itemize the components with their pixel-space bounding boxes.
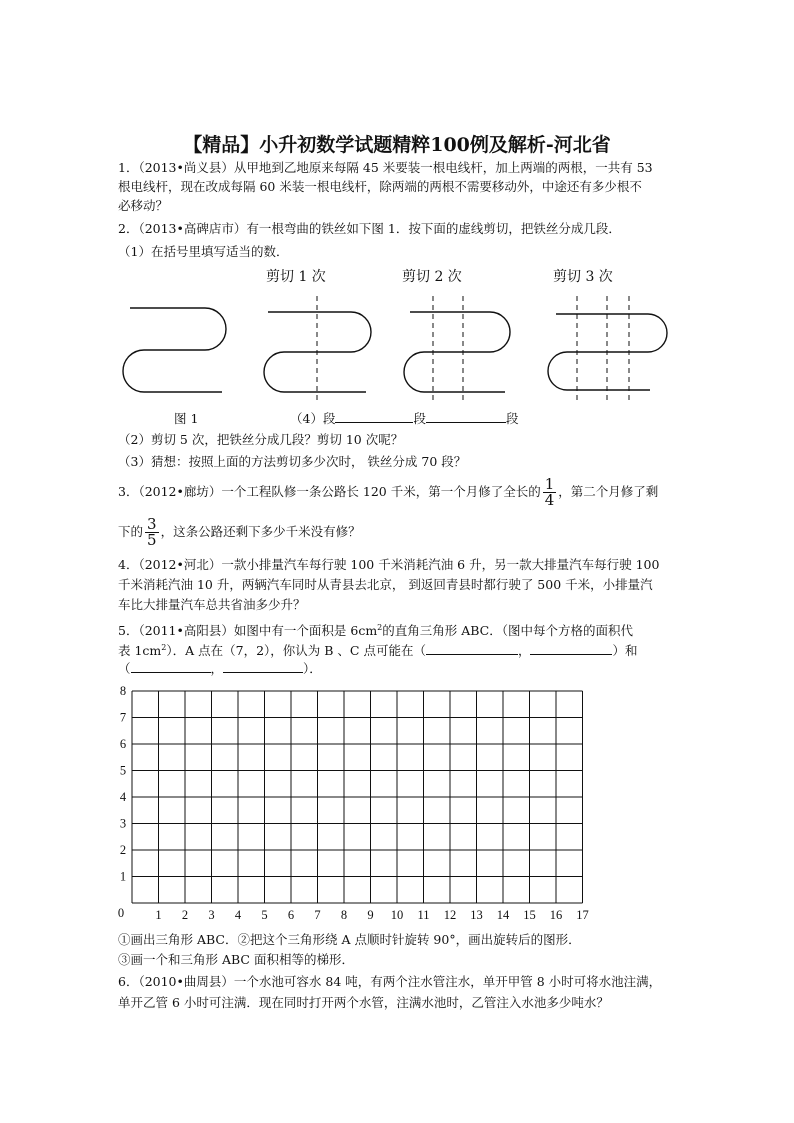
y-tick-label: 2 (119, 843, 127, 857)
superscript: 2 (161, 643, 167, 652)
x-tick-label: 6 (287, 908, 295, 922)
point-c-blank[interactable] (530, 642, 612, 655)
fig1-label: 图 1 (174, 411, 199, 426)
x-tick-label: 15 (523, 908, 536, 922)
q5-line3 (118, 659, 322, 678)
q3-line2 (118, 512, 361, 552)
y-tick-label: 8 (119, 684, 127, 698)
x-tick-label: 3 (208, 908, 215, 922)
answer-blank[interactable] (426, 410, 506, 423)
q2-sub3: （3）猜想：按照上面的方法剪切多少次时， 铁丝分成 70 段？ (118, 454, 467, 469)
y-tick-label: 3 (119, 816, 127, 831)
wire-figure-2 (264, 312, 371, 392)
comma: ， (210, 661, 224, 676)
fraction-one-quarter (543, 477, 557, 508)
x-tick-label: 7 (314, 908, 321, 922)
cut3-label: 剪切 3 次 (553, 269, 613, 285)
y-tick-label: 0 (117, 906, 125, 920)
x-tick-label: 13 (470, 908, 483, 922)
y-tick-label: 7 (119, 710, 127, 725)
q2-answer-line (290, 409, 518, 428)
q6-line1: 6．（2010•曲周县）一个水池可容水 84 吨，有两个注水管注水，单开甲管 8 小时可将水池注满， (118, 974, 662, 989)
q1-line1: 1．（2013•尚义县）从甲地到乙地原来每隔 45 米要装一根电线杆，加上两端的两根，一共有 53 (118, 160, 653, 175)
q5-line1 (118, 618, 633, 640)
y-tick-label: 6 (119, 737, 127, 751)
x-tick-label: 4 (234, 908, 242, 922)
wire-figures (110, 290, 670, 400)
comma: ， (517, 643, 531, 659)
q5-task1: ①画出三角形 ABC．②把这个三角形绕 A 点顺时针旋转 90°，画出旋转后的图形． (118, 932, 581, 947)
answer-prefix: （4）段 (290, 411, 336, 426)
x-tick-label: 17 (576, 908, 589, 922)
q5-text-f: （ (118, 661, 131, 676)
q5-task2: ③画一个和三角形 ABC 面积相等的梯形． (118, 952, 354, 967)
q5-line2 (118, 638, 637, 660)
x-tick-label: 2 (181, 908, 189, 922)
q3-line1 (118, 472, 658, 512)
x-tick-label: 9 (367, 908, 374, 922)
x-tick-label: 8 (340, 908, 348, 922)
point-c-alt-blank[interactable] (223, 660, 303, 673)
q2-sub2: （2）剪切 5 次，把铁丝分成几段？剪切 10 次呢？ (118, 432, 404, 447)
q5-text-e: ）和 (612, 643, 638, 659)
wire-figure-3 (404, 312, 510, 392)
q5-text-g: ）． (303, 661, 322, 676)
q4-line1: 4．（2012•河北）一款小排量汽车每行驶 100 千米消耗汽油 6 升，另一款大排量汽车每行驶 100 (118, 557, 660, 572)
x-tick-label: 5 (261, 908, 268, 922)
answer-seg-2: 段 (505, 411, 519, 426)
q3-text-d: ，这条公路还剩下多少千米没有修？ (160, 524, 361, 539)
q4-line2: 千米消耗汽油 10 升，两辆汽车同时从青县去北京， 到返回青县时都行驶了 500 千米，小排量汽 (118, 577, 653, 592)
q5-text-d: ）．A 点在（7，2），你认为 B 、C 点可能在（ (166, 643, 426, 659)
fraction-numerator: 3 (147, 515, 157, 533)
y-tick-label: 5 (119, 763, 127, 778)
y-tick-label: 4 (119, 790, 127, 804)
q3-text-a: 3．（2012•廊坊）一个工程队修一条公路长 120 千米，第一个月修了全长的 (118, 484, 541, 499)
q1-line3: 必移动？ (118, 198, 169, 213)
fraction-numerator: 1 (544, 475, 555, 493)
q3-text-c: 下的 (118, 524, 144, 539)
q5-text-a: 5．（2011•高阳县）如图中有一个面积是 6cm (118, 623, 378, 639)
coordinate-grid[interactable] (110, 680, 600, 928)
q6-line2: 单开乙管 6 小时可注满．现在同时打开两个水管，注满水池时，乙管注入水池多少吨水？ (118, 995, 609, 1010)
cut2-label: 剪切 2 次 (402, 269, 462, 285)
x-tick-label: 16 (549, 908, 563, 922)
point-b-alt-blank[interactable] (131, 660, 211, 673)
q5-text-b: 的直角三角形 ABC．（图中每个方格的面积代 (382, 623, 633, 639)
y-tick-label: 1 (119, 869, 127, 884)
fraction-denominator: 5 (147, 531, 157, 549)
cut1-label: 剪切 1 次 (266, 269, 326, 285)
q2-sub1: （1）在括号里填写适当的数． (118, 244, 289, 259)
q5-text-c: 表 1cm (118, 643, 162, 659)
q3-text-b: ，第二个月修了剩 (558, 484, 659, 499)
page-title: 【精品】小升初数学试题精粹100例及解析-河北省 (183, 134, 611, 156)
x-tick-label: 11 (417, 908, 430, 922)
point-b-blank[interactable] (426, 642, 518, 655)
wire-figure-1 (123, 308, 226, 392)
q4-line3: 车比大排量汽车总共省油多少升？ (118, 597, 306, 612)
fraction-three-fifths (145, 517, 159, 548)
superscript: 2 (377, 623, 383, 632)
answer-blank[interactable] (335, 410, 413, 423)
answer-seg-1: 段 (413, 411, 426, 426)
x-tick-label: 10 (390, 908, 404, 922)
x-tick-label: 12 (443, 908, 457, 922)
fraction-denominator: 4 (544, 491, 555, 509)
x-tick-label: 14 (496, 908, 510, 922)
q2-line1: 2．（2013•高碑店市）有一根弯曲的铁丝如下图 1．按下面的虚线剪切，把铁丝分成几段． (118, 221, 621, 236)
x-tick-label: 1 (155, 908, 162, 922)
q1-line2: 根电线杆，现在改成每隔 60 米装一根电线杆，除两端的两根不需要移动外，中途还有多少根不 (118, 179, 642, 194)
